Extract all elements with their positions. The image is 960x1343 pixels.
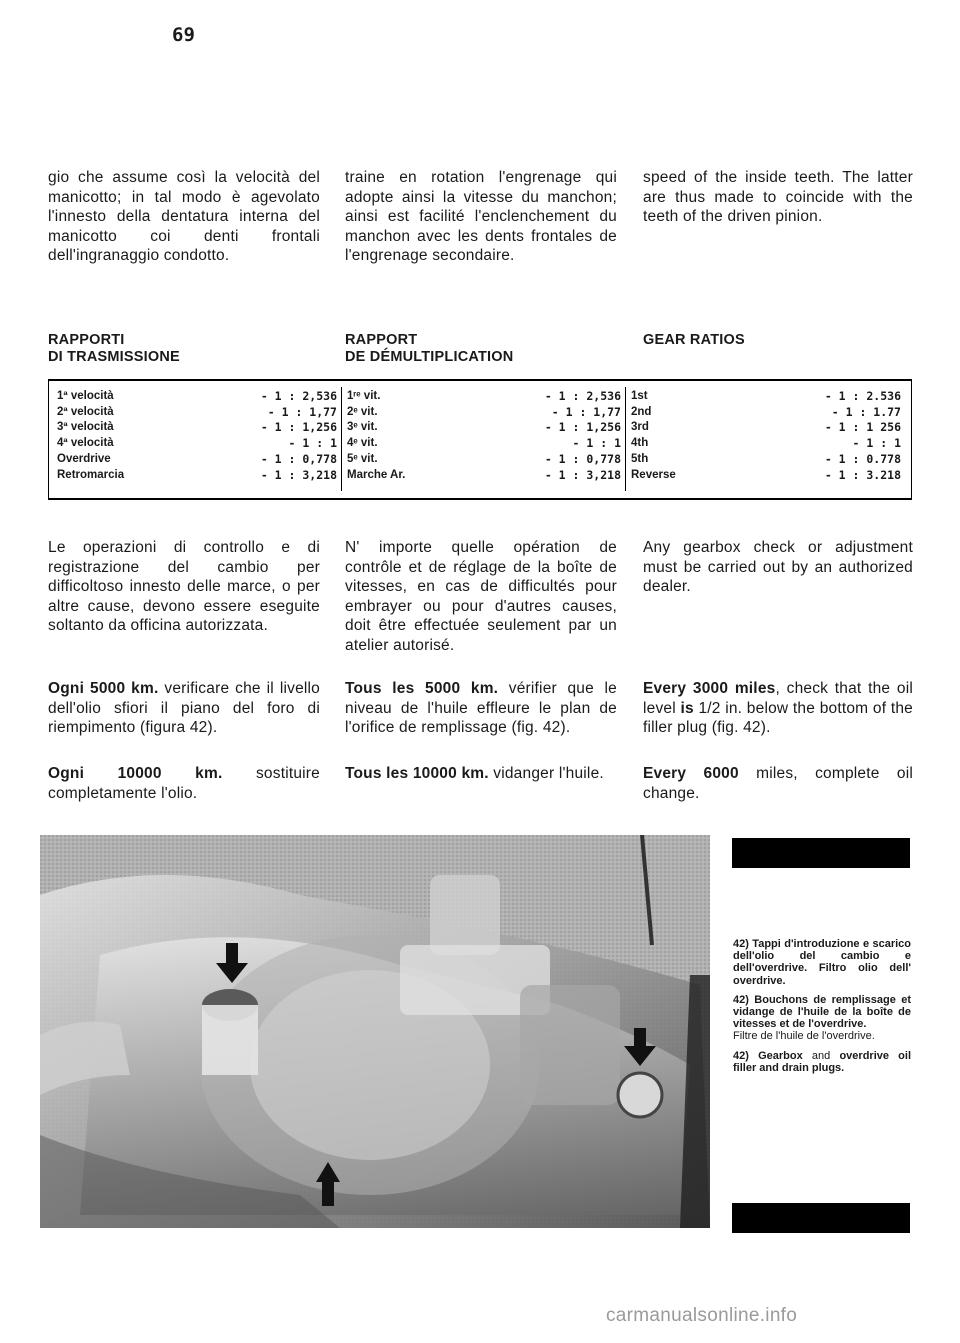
column-divider (341, 387, 342, 491)
caption-italian: 42) Tappi d'introduzione e scarico dell'olio del cambio e dell'overdrive. Filtro olio dell' overdrive. (733, 938, 911, 987)
gearbox-photo (40, 835, 710, 1228)
change-english-bold: Every 6000 (643, 765, 739, 782)
ratio-row (57, 389, 337, 405)
ratio-row (631, 452, 901, 468)
gear-ratio-value: - 1 : 3,218 (260, 467, 337, 482)
gear-label: 1ʳᵉ vit. (347, 390, 381, 402)
caption-french-text: Filtre de l'huile de l'overdrive. (733, 1030, 875, 1043)
check-italian: Le operazioni di controllo e di registrazione del cambio per difficoltoso innesto delle marce, o per altre cause, devono essere eseguite soltanto da officina autorizzata. (48, 539, 320, 634)
level-english-bold2: is (680, 699, 694, 717)
ratio-row (347, 420, 621, 436)
caption-english (733, 1050, 911, 1074)
watermark-footer: carmanualsonline.info (606, 1305, 798, 1326)
gear-label: 1ª velocità (57, 390, 114, 402)
change-italian (48, 764, 320, 803)
gear-ratio-value: - 1 : 1,77 (267, 404, 337, 419)
heading-french-line1: RAPPORT (345, 332, 418, 348)
level-french-text: vérifier que le niveau de l'huile effleure le plan de l'orifice de remplissage (fig. 42). (345, 680, 617, 736)
intro-english: speed of the inside teeth. The latter are thus made to coincide with the teeth of the driven pinion. (643, 169, 913, 225)
figure-caption (733, 938, 911, 1081)
ratio-row (347, 436, 621, 452)
level-english (643, 679, 913, 738)
gear-label: Reverse (631, 468, 676, 481)
ratio-row (57, 452, 337, 468)
ratio-column-french (347, 389, 621, 483)
change-french (345, 764, 617, 784)
ratio-row (631, 468, 901, 484)
gear-label: 3ª velocità (57, 421, 114, 434)
caption-top-bar (732, 838, 910, 868)
ratio-row (57, 436, 337, 452)
ratio-row (347, 468, 621, 484)
gear-label: 3ᵉ vit. (347, 421, 378, 434)
intro-italian: gio che assume così la velocità del manicotto; in tal modo è agevolato l'innesto della dentatura interna del manicotto coi denti frontali dell'ingranaggio condotto. (48, 169, 320, 264)
change-english-text: miles, complete oil change. (643, 765, 913, 802)
check-english: Any gearbox check or adjustment must be carried out by an authorized dealer. (643, 539, 913, 595)
gear-label: 1st (631, 390, 648, 402)
caption-french (733, 994, 911, 1043)
heading-italian (48, 332, 320, 366)
gear-ratio-table (48, 379, 912, 500)
heading-french (345, 332, 617, 366)
ratio-row (631, 389, 901, 405)
gear-ratio-value: - 1 : 0,778 (544, 451, 621, 466)
gear-label: Overdrive (57, 452, 111, 465)
gear-ratio-value: - 1 : 1.77 (831, 404, 901, 419)
gear-ratio-value: - 1 : 1 256 (824, 420, 901, 435)
heading-italian-line2: DI TRASMISSIONE (48, 349, 180, 365)
level-italian-text: verificare che il livello dell'olio sfiori il piano del foro di riempimento (figura 42). (48, 680, 320, 736)
ratio-row (57, 420, 337, 436)
intro-french: traine en rotation l'engrenage qui adopte ainsi la vitesse du manchon; ainsi est facilité l'enclenchement du manchon avec les dents frontales de l'engrenage secondaire. (345, 169, 617, 264)
gear-ratio-value: - 1 : 1,77 (551, 404, 621, 419)
check-french: N' importe quelle opération de contrôle et de réglage de la boîte de vitesses, en cas de difficultés pour embrayer ou pour d'autres causes, doit être effectuée seulement par un atelier autorisé. (345, 539, 617, 654)
gear-ratio-value: - 1 : 0,778 (260, 451, 337, 466)
gear-ratio-value: - 1 : 1,256 (544, 420, 621, 435)
ratio-column-english (631, 389, 901, 483)
gear-ratio-value: - 1 : 3.218 (824, 467, 901, 482)
level-english-text: , check that the oil level (643, 680, 913, 717)
ratio-column-italian (57, 389, 337, 483)
ratio-row (57, 405, 337, 421)
level-italian-bold: Ogni 5000 km. (48, 680, 159, 697)
change-italian-bold: Ogni 10000 km. (48, 765, 223, 782)
heading-english: GEAR RATIOS (643, 332, 745, 348)
gear-ratio-value: - 1 : 2,536 (544, 389, 621, 403)
gear-label: 2nd (631, 405, 652, 418)
gear-ratio-value: - 1 : 1 (852, 436, 901, 451)
gear-label: Retromarcia (57, 468, 125, 481)
ratio-row (631, 405, 901, 421)
ratio-row (57, 468, 337, 484)
gear-label: 4ᵉ vit. (347, 437, 378, 450)
change-italian-text: sostituire completamente l'olio. (48, 765, 320, 802)
ratio-row (347, 389, 621, 405)
ratio-row (631, 420, 901, 436)
level-french-bold: Tous les 5000 km. (345, 680, 499, 697)
gear-label: Marche Ar. (347, 468, 406, 481)
gear-ratio-value: - 1 : 1,256 (260, 420, 337, 435)
gear-label: 2ᵉ vit. (347, 405, 378, 418)
caption-english-bold: overdrive oil filler and drain plugs. (733, 1049, 911, 1074)
gear-ratio-value: - 1 : 1 (288, 436, 337, 451)
gear-ratio-value: - 1 : 2.536 (824, 389, 901, 403)
heading-french-line2: DE DÉMULTIPLICATION (345, 349, 514, 365)
change-french-text: vidanger l'huile. (488, 765, 604, 782)
level-english-bold: Every 3000 miles (643, 680, 776, 697)
ratio-row (347, 405, 621, 421)
gear-label: 4th (631, 437, 649, 450)
gear-ratio-value: - 1 : 2,536 (260, 389, 337, 403)
gear-label: 2ª velocità (57, 405, 114, 418)
gear-ratio-value: - 1 : 1 (572, 436, 621, 451)
caption-bottom-bar (732, 1203, 910, 1233)
gear-label: 5th (631, 452, 649, 465)
level-french (345, 679, 617, 738)
caption-english-mid: and (802, 1049, 840, 1062)
change-french-bold: Tous les 10000 km. (345, 765, 489, 782)
level-english-text2: 1/2 in. below the bottom of the filler plug (fig. 42). (643, 699, 913, 736)
gear-label: 3rd (631, 421, 649, 434)
ratio-row (347, 452, 621, 468)
gear-label: 5ᵉ vit. (347, 452, 378, 465)
gear-ratio-value: - 1 : 3,218 (544, 467, 621, 482)
gearbox-illustration (40, 835, 710, 1228)
page-number: 69 (172, 24, 195, 46)
caption-english-num: 42) Gearbox (733, 1049, 803, 1062)
level-italian (48, 679, 320, 738)
ratio-row (631, 436, 901, 452)
change-english (643, 764, 913, 803)
caption-french-bold: 42) Bouchons de remplissage et vidange de l'huile de la boîte de vitesses et de l'overdrive. (733, 993, 911, 1031)
gear-ratio-value: - 1 : 0.778 (824, 451, 901, 466)
heading-italian-line1: RAPPORTI (48, 332, 125, 348)
column-divider (625, 387, 626, 491)
gear-label: 4ª velocità (57, 437, 114, 450)
